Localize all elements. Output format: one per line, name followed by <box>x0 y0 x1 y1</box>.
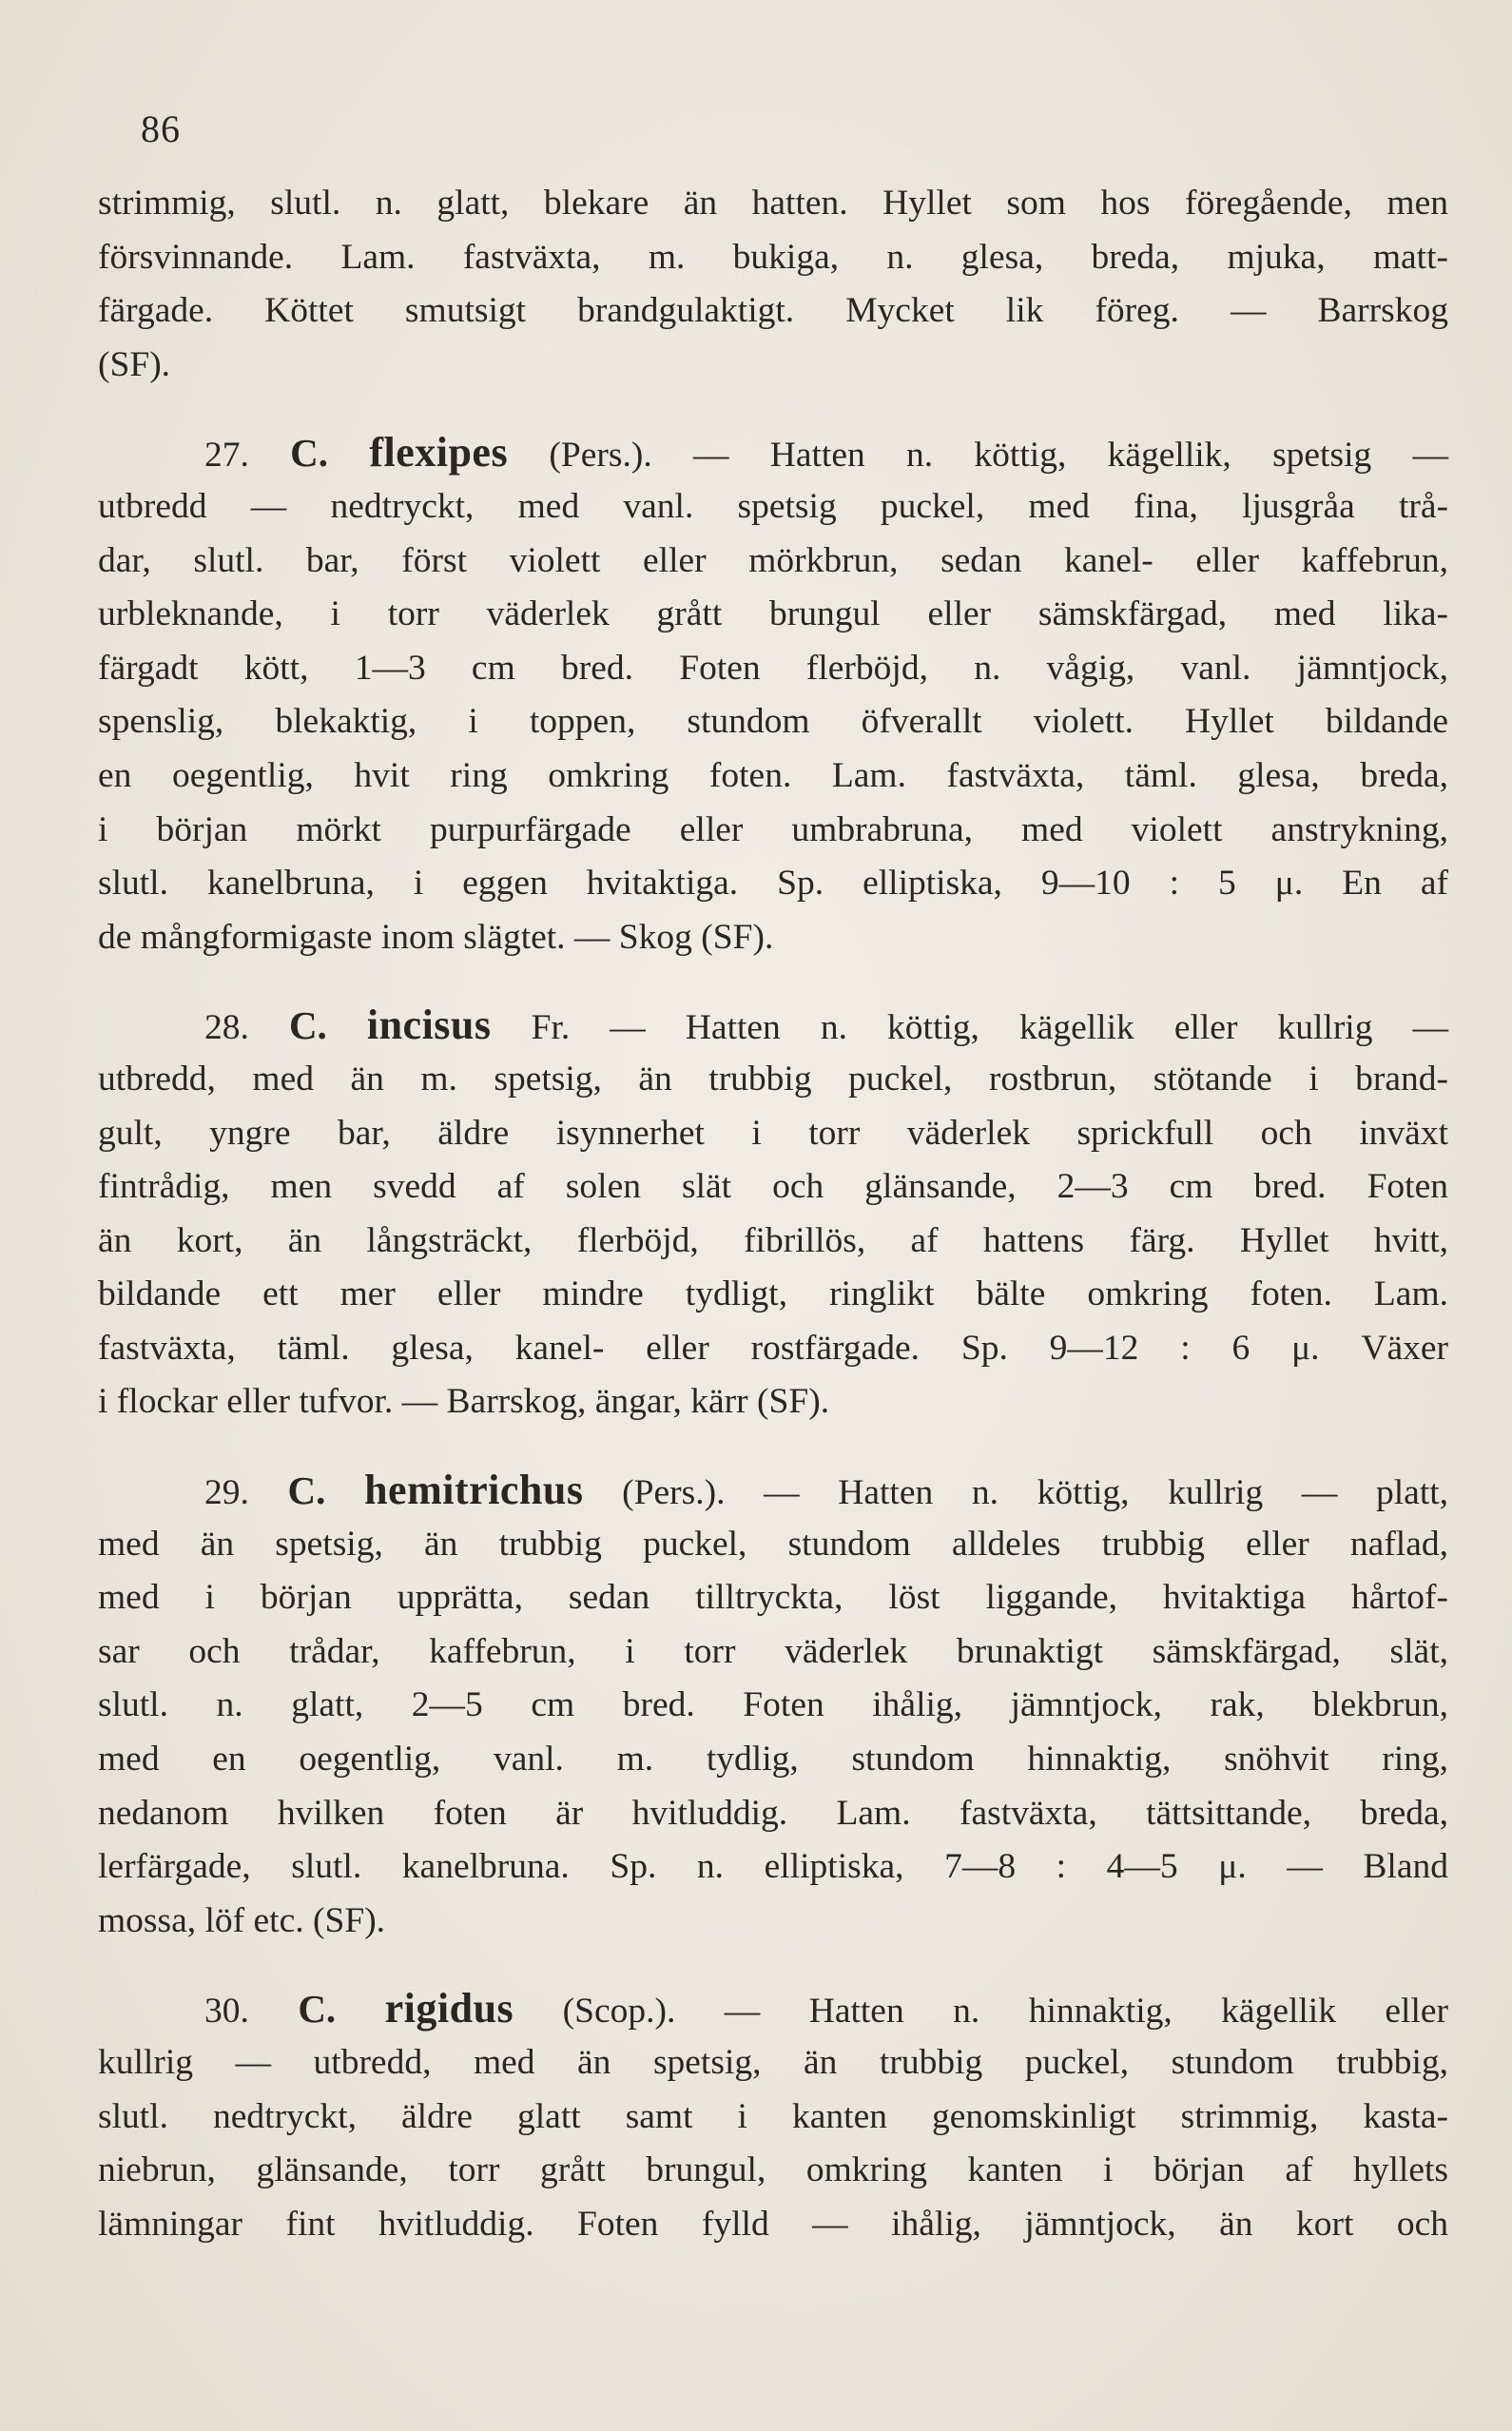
entry-genus: C. <box>287 1468 326 1513</box>
entry-genus: C. <box>290 431 329 476</box>
entry-species: incisus <box>366 1002 492 1049</box>
entry-text: (Pers.). — Hatten n. köttig, kullrig — platt, <box>622 1473 1449 1513</box>
entry-genus: C. <box>288 1003 327 1048</box>
text-line: i flockar eller tufvor. — Barrskog, ängar, kärr (SF). <box>98 1382 830 1422</box>
text-line: urbleknande, i torr väderlek grått brungul eller sämskfärgad, med lika- <box>98 594 1448 634</box>
text-body <box>98 177 1448 2251</box>
text-line: lämningar fint hvitluddig. Foten fylld — ihålig, jämntjock, än kort och <box>98 2204 1448 2244</box>
text-line: utbredd, med än m. spetsig, än trubbig puckel, rostbrun, stötande i brand- <box>98 1059 1448 1099</box>
entry-species: flexipes <box>369 429 509 476</box>
text-line: spenslig, blekaktig, i toppen, stundom öfverallt violett. Hyllet bildande <box>98 702 1448 742</box>
text-line: med än spetsig, än trubbig puckel, stundom alldeles trubbig eller naflad, <box>98 1524 1448 1564</box>
text-line: i början mörkt purpurfärgade eller umbrabruna, med violett anstrykning, <box>98 809 1448 849</box>
text-line: de mångformigaste inom slägtet. — Skog (SF). <box>98 917 774 957</box>
entry-number: 29. <box>204 1473 249 1513</box>
text-line: färgadt kött, 1—3 cm bred. Foten flerböjd, n. vågig, vanl. jämntjock, <box>98 648 1448 688</box>
text-line: kullrig — utbredd, med än spetsig, än trubbig puckel, stundom trubbig, <box>98 2043 1448 2082</box>
entry-heading-line <box>98 426 1448 480</box>
text-line: slutl. nedtryckt, äldre glatt samt i kanten genomskinligt strimmig, kasta- <box>98 2096 1448 2136</box>
entry-heading-line <box>98 999 1448 1053</box>
entry-text: (Scop.). — Hatten n. hinnaktig, kägellik eller <box>562 1992 1449 2032</box>
entry-species: rigidus <box>384 1985 514 2032</box>
text-line: sar och trådar, kaffebrun, i torr väderlek brunaktigt sämskfärgad, slät, <box>98 1631 1448 1671</box>
text-line: nedanom hvilken foten är hvitluddig. Lam. fastväxta, tättsittande, breda, <box>98 1793 1448 1833</box>
entry-species: hemitrichus <box>364 1467 584 1514</box>
entry-number: 27. <box>204 436 249 476</box>
text-line: bildande ett mer eller mindre tydligt, ringlikt bälte omkring foten. Lam. <box>98 1274 1448 1314</box>
page-number: 86 <box>141 107 181 150</box>
entry-genus: C. <box>298 1987 337 2032</box>
text-line: försvinnande. Lam. fastväxta, m. bukiga, n. glesa, breda, mjuka, matt- <box>98 237 1448 277</box>
text-line: niebrun, glänsande, torr grått brungul, omkring kanten i början af hyllets <box>98 2150 1448 2190</box>
text-line: mossa, löf etc. (SF). <box>98 1900 386 1940</box>
text-line: lerfärgade, slutl. kanelbruna. Sp. n. elliptiska, 7—8 : 4—5 μ. — Bland <box>98 1847 1448 1887</box>
text-line: färgade. Köttet smutsigt brandgulaktigt. Mycket lik föreg. — Barrskog <box>98 291 1448 331</box>
text-line: strimmig, slutl. n. glatt, blekare än hatten. Hyllet som hos föregående, men <box>98 184 1448 223</box>
text-line: dar, slutl. bar, först violett eller mörkbrun, sedan kanel- eller kaffebrun, <box>98 540 1448 580</box>
text-line: (SF). <box>98 344 171 384</box>
text-line: slutl. kanelbruna, i eggen hvitaktiga. Sp. elliptiska, 9—10 : 5 μ. En af <box>98 864 1448 904</box>
text-line: med i början upprätta, sedan tilltryckta, löst liggande, hvitaktiga hårtof- <box>98 1578 1448 1618</box>
entry-text: Fr. — Hatten n. köttig, kägellik eller kullrig — <box>531 1008 1449 1048</box>
text-line: med en oegentlig, vanl. m. tydlig, stundom hinnaktig, snöhvit ring, <box>98 1740 1448 1779</box>
entry-heading-line <box>98 1464 1448 1518</box>
text-line: fastväxta, täml. glesa, kanel- eller rostfärgade. Sp. 9—12 : 6 μ. Växer <box>98 1328 1448 1368</box>
text-line: utbredd — nedtryckt, med vanl. spetsig puckel, med fina, ljusgråa trå- <box>98 486 1448 526</box>
entry-heading-line <box>98 1982 1448 2036</box>
entry-text: (Pers.). — Hatten n. köttig, kägellik, spetsig — <box>549 436 1449 476</box>
text-line: slutl. n. glatt, 2—5 cm bred. Foten ihålig, jämntjock, rak, blekbrun, <box>98 1685 1448 1725</box>
text-line: en oegentlig, hvit ring omkring foten. Lam. fastväxta, täml. glesa, breda, <box>98 755 1448 795</box>
text-line: gult, yngre bar, äldre isynnerhet i torr väderlek sprickfull och inväxt <box>98 1113 1448 1153</box>
entry-number: 28. <box>204 1008 249 1048</box>
text-line: än kort, än långsträckt, flerböjd, fibrillös, af hattens färg. Hyllet hvitt, <box>98 1220 1448 1260</box>
text-line: fintrådig, men svedd af solen slät och glänsande, 2—3 cm bred. Foten <box>98 1167 1448 1207</box>
entry-number: 30. <box>204 1992 249 2032</box>
